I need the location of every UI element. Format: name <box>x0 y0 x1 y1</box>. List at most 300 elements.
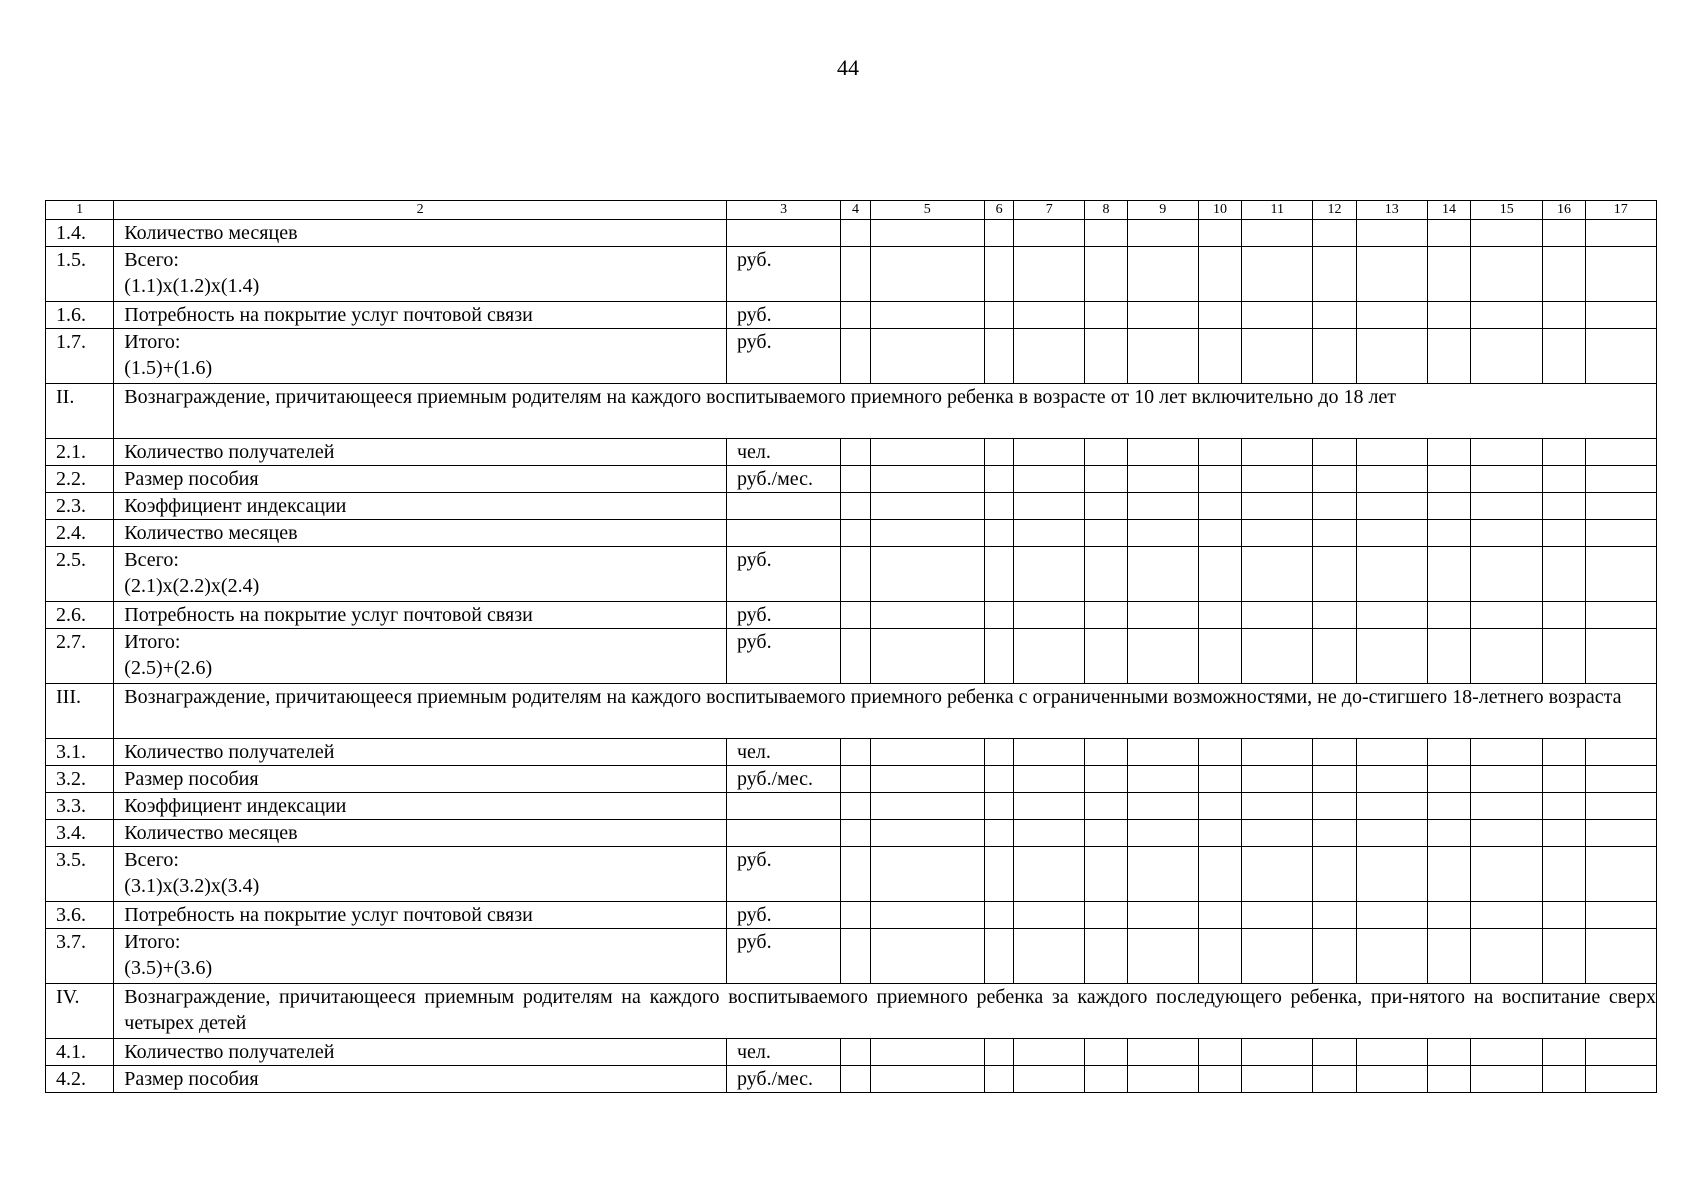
value-cell <box>1014 793 1085 820</box>
table-row <box>46 793 1657 820</box>
value-cell <box>1198 520 1241 547</box>
value-cell <box>870 220 984 247</box>
value-cell <box>841 1039 870 1066</box>
value-cell <box>841 629 870 684</box>
value-cell <box>1543 493 1585 520</box>
value-cell <box>870 439 984 466</box>
value-cell <box>1543 602 1585 629</box>
value-cell <box>1198 793 1241 820</box>
value-cell <box>1471 1039 1543 1066</box>
row-label <box>114 793 727 820</box>
value-cell <box>1242 793 1313 820</box>
row-label-line: Итого: <box>124 631 181 653</box>
value-cell <box>1313 220 1356 247</box>
value-cell <box>1242 520 1313 547</box>
value-cell <box>870 602 984 629</box>
table-row <box>46 439 1657 466</box>
section-title: Вознаграждение, причитающееся приемным родителям на каждого воспитываемого приемного ребенка с ограниченными возможностями, не до-стигшего 18-летнего возраста <box>114 684 1657 739</box>
value-cell <box>1543 520 1585 547</box>
value-cell <box>870 1039 984 1066</box>
value-cell <box>1014 329 1085 384</box>
column-number: 11 <box>1242 201 1313 220</box>
value-cell <box>1543 220 1585 247</box>
value-cell <box>1313 847 1356 902</box>
value-cell <box>1242 220 1313 247</box>
value-cell <box>1427 547 1470 602</box>
value-cell <box>1356 1066 1427 1093</box>
value-cell <box>1127 847 1198 902</box>
row-number: 2.6. <box>46 602 114 629</box>
value-cell <box>1313 439 1356 466</box>
value-cell <box>1471 1066 1543 1093</box>
value-cell <box>1313 902 1356 929</box>
value-cell <box>1313 1039 1356 1066</box>
row-unit: руб. <box>726 847 840 902</box>
row-label-line: (2.1)х(2.2)х(2.4) <box>124 575 260 597</box>
value-cell <box>1127 602 1198 629</box>
value-cell <box>1543 793 1585 820</box>
row-label-line: Количество месяцев <box>124 522 298 544</box>
row-number: 1.6. <box>46 302 114 329</box>
section-row <box>46 984 1657 1039</box>
row-label-line: Итого: <box>124 331 181 353</box>
value-cell <box>1242 1066 1313 1093</box>
table-row <box>46 902 1657 929</box>
value-cell <box>1127 902 1198 929</box>
value-cell <box>1585 766 1656 793</box>
value-cell <box>1198 929 1241 984</box>
value-cell <box>1085 439 1127 466</box>
value-cell <box>1198 902 1241 929</box>
value-cell <box>1427 929 1470 984</box>
value-cell <box>1471 847 1543 902</box>
value-cell <box>1085 1039 1127 1066</box>
value-cell <box>1313 329 1356 384</box>
row-label-line: Количество получателей <box>124 441 335 463</box>
value-cell <box>1356 1039 1427 1066</box>
value-cell <box>1242 929 1313 984</box>
value-cell <box>1356 220 1427 247</box>
value-cell <box>1198 302 1241 329</box>
value-cell <box>1471 520 1543 547</box>
value-cell <box>985 929 1014 984</box>
row-label-line: Всего: <box>124 249 179 271</box>
table-row <box>46 247 1657 302</box>
value-cell <box>1085 929 1127 984</box>
value-cell <box>1427 439 1470 466</box>
value-cell <box>985 793 1014 820</box>
value-cell <box>1585 929 1656 984</box>
table-row <box>46 329 1657 384</box>
value-cell <box>1543 302 1585 329</box>
value-cell <box>985 820 1014 847</box>
value-cell <box>1014 1039 1085 1066</box>
row-label <box>114 547 727 602</box>
value-cell <box>1356 793 1427 820</box>
row-label <box>114 1039 727 1066</box>
row-unit: руб. <box>726 902 840 929</box>
value-cell <box>870 547 984 602</box>
row-unit: руб./мес. <box>726 1066 840 1093</box>
value-cell <box>1127 929 1198 984</box>
value-cell <box>1014 766 1085 793</box>
value-cell <box>1543 847 1585 902</box>
value-cell <box>1427 247 1470 302</box>
row-label-line: Размер пособия <box>124 468 259 490</box>
table-row <box>46 466 1657 493</box>
row-number: 4.1. <box>46 1039 114 1066</box>
row-label <box>114 520 727 547</box>
value-cell <box>841 466 870 493</box>
row-label <box>114 329 727 384</box>
column-number: 3 <box>726 201 840 220</box>
row-label <box>114 929 727 984</box>
value-cell <box>1585 602 1656 629</box>
value-cell <box>985 466 1014 493</box>
value-cell <box>1085 739 1127 766</box>
row-label <box>114 439 727 466</box>
row-number: 2.5. <box>46 547 114 602</box>
value-cell <box>870 302 984 329</box>
value-cell <box>870 793 984 820</box>
value-cell <box>1543 739 1585 766</box>
row-label <box>114 629 727 684</box>
value-cell <box>841 220 870 247</box>
value-cell <box>1014 520 1085 547</box>
value-cell <box>1356 520 1427 547</box>
row-label-line: Всего: <box>124 849 179 871</box>
value-cell <box>1427 739 1470 766</box>
value-cell <box>1313 629 1356 684</box>
value-cell <box>1198 766 1241 793</box>
value-cell <box>1085 902 1127 929</box>
row-label-line: Потребность на покрытие услуг почтовой связи <box>124 304 533 326</box>
value-cell <box>1014 1066 1085 1093</box>
row-label-line: Коэффициент индексации <box>124 795 347 817</box>
column-number: 12 <box>1313 201 1356 220</box>
row-label-line: Количество месяцев <box>124 822 298 844</box>
value-cell <box>1585 466 1656 493</box>
row-label <box>114 820 727 847</box>
column-number: 14 <box>1427 201 1470 220</box>
value-cell <box>870 493 984 520</box>
row-number: 2.7. <box>46 629 114 684</box>
row-label <box>114 766 727 793</box>
value-cell <box>1427 302 1470 329</box>
value-cell <box>1356 739 1427 766</box>
row-unit: руб./мес. <box>726 466 840 493</box>
value-cell <box>1127 220 1198 247</box>
value-cell <box>1085 602 1127 629</box>
row-unit: чел. <box>726 739 840 766</box>
value-cell <box>1585 739 1656 766</box>
value-cell <box>1543 766 1585 793</box>
value-cell <box>1313 766 1356 793</box>
value-cell <box>1242 329 1313 384</box>
value-cell <box>1471 629 1543 684</box>
table-row <box>46 547 1657 602</box>
value-cell <box>1585 547 1656 602</box>
row-number: IV. <box>46 984 114 1039</box>
value-cell <box>1242 439 1313 466</box>
column-number: 7 <box>1014 201 1085 220</box>
value-cell <box>1356 766 1427 793</box>
value-cell <box>1085 847 1127 902</box>
value-cell <box>1014 466 1085 493</box>
table-row <box>46 520 1657 547</box>
value-cell <box>1242 302 1313 329</box>
value-cell <box>1198 820 1241 847</box>
value-cell <box>985 439 1014 466</box>
row-label-line: Всего: <box>124 549 179 571</box>
row-label <box>114 493 727 520</box>
section-title: Вознаграждение, причитающееся приемным родителям на каждого воспитываемого приемного ребенка в возрасте от 10 лет включительно до 18 лет <box>114 384 1657 439</box>
value-cell <box>1198 1039 1241 1066</box>
column-number: 2 <box>114 201 727 220</box>
value-cell <box>1242 739 1313 766</box>
value-cell <box>1313 302 1356 329</box>
table-row <box>46 1039 1657 1066</box>
value-cell <box>1427 1039 1470 1066</box>
value-cell <box>1127 329 1198 384</box>
value-cell <box>1014 220 1085 247</box>
value-cell <box>1127 766 1198 793</box>
value-cell <box>1014 629 1085 684</box>
value-cell <box>1356 466 1427 493</box>
page-number: 44 <box>837 55 859 80</box>
column-number: 13 <box>1356 201 1427 220</box>
row-unit: чел. <box>726 1039 840 1066</box>
value-cell <box>1014 547 1085 602</box>
section-row <box>46 384 1657 439</box>
value-cell <box>1242 247 1313 302</box>
value-cell <box>1127 1039 1198 1066</box>
value-cell <box>1127 629 1198 684</box>
value-cell <box>1313 493 1356 520</box>
value-cell <box>870 820 984 847</box>
table-row <box>46 493 1657 520</box>
row-label <box>114 602 727 629</box>
value-cell <box>1085 466 1127 493</box>
row-label-line: Итого: <box>124 931 181 953</box>
value-cell <box>1427 902 1470 929</box>
value-cell <box>985 329 1014 384</box>
column-number-row <box>46 201 1657 220</box>
value-cell <box>1585 629 1656 684</box>
row-label-line: Количество получателей <box>124 741 335 763</box>
value-cell <box>1085 329 1127 384</box>
value-cell <box>1543 1066 1585 1093</box>
row-label-line: (3.5)+(3.6) <box>124 957 213 979</box>
value-cell <box>1313 793 1356 820</box>
row-unit <box>726 820 840 847</box>
value-cell <box>1242 820 1313 847</box>
row-number: III. <box>46 684 114 739</box>
value-cell <box>1014 247 1085 302</box>
value-cell <box>1127 439 1198 466</box>
value-cell <box>1543 329 1585 384</box>
value-cell <box>1471 466 1543 493</box>
section-row <box>46 684 1657 739</box>
row-unit <box>726 493 840 520</box>
value-cell <box>1585 520 1656 547</box>
row-number: 4.2. <box>46 1066 114 1093</box>
row-number: 2.2. <box>46 466 114 493</box>
value-cell <box>870 1066 984 1093</box>
value-cell <box>1014 739 1085 766</box>
value-cell <box>1356 302 1427 329</box>
value-cell <box>870 629 984 684</box>
value-cell <box>1471 329 1543 384</box>
value-cell <box>1014 820 1085 847</box>
value-cell <box>1014 439 1085 466</box>
value-cell <box>841 520 870 547</box>
table-row <box>46 602 1657 629</box>
table-row <box>46 302 1657 329</box>
row-unit <box>726 793 840 820</box>
row-label-line: Размер пособия <box>124 768 259 790</box>
table-row <box>46 739 1657 766</box>
row-label-line: Размер пособия <box>124 1068 259 1090</box>
value-cell <box>1242 629 1313 684</box>
row-label <box>114 247 727 302</box>
column-number: 8 <box>1085 201 1127 220</box>
value-cell <box>1313 520 1356 547</box>
value-cell <box>1585 302 1656 329</box>
value-cell <box>1585 847 1656 902</box>
value-cell <box>841 1066 870 1093</box>
value-cell <box>841 493 870 520</box>
row-label <box>114 466 727 493</box>
value-cell <box>870 929 984 984</box>
value-cell <box>985 902 1014 929</box>
value-cell <box>1471 902 1543 929</box>
column-number: 10 <box>1198 201 1241 220</box>
value-cell <box>1356 493 1427 520</box>
value-cell <box>841 739 870 766</box>
value-cell <box>1127 466 1198 493</box>
value-cell <box>841 793 870 820</box>
value-cell <box>1014 847 1085 902</box>
value-cell <box>1543 466 1585 493</box>
value-cell <box>1471 547 1543 602</box>
value-cell <box>1198 466 1241 493</box>
value-cell <box>870 247 984 302</box>
value-cell <box>1356 902 1427 929</box>
value-cell <box>1585 793 1656 820</box>
value-cell <box>1198 629 1241 684</box>
value-cell <box>1356 847 1427 902</box>
value-cell <box>1585 439 1656 466</box>
row-unit: руб./мес. <box>726 766 840 793</box>
value-cell <box>1427 220 1470 247</box>
value-cell <box>870 739 984 766</box>
column-number: 17 <box>1585 201 1656 220</box>
value-cell <box>1198 739 1241 766</box>
value-cell <box>1242 902 1313 929</box>
value-cell <box>1198 247 1241 302</box>
value-cell <box>1313 547 1356 602</box>
row-number: 2.3. <box>46 493 114 520</box>
value-cell <box>870 466 984 493</box>
value-cell <box>1427 466 1470 493</box>
value-cell <box>1313 739 1356 766</box>
value-cell <box>1313 1066 1356 1093</box>
value-cell <box>1085 493 1127 520</box>
value-cell <box>1427 820 1470 847</box>
section-title: Вознаграждение, причитающееся приемным родителям на каждого воспитываемого приемного ребенка за каждого последующего ребенка, при-нятого на воспитание сверх четырех детей <box>114 984 1657 1039</box>
value-cell <box>1014 902 1085 929</box>
column-number: 15 <box>1471 201 1543 220</box>
table-row <box>46 929 1657 984</box>
row-number: II. <box>46 384 114 439</box>
value-cell <box>1471 929 1543 984</box>
table-row <box>46 1066 1657 1093</box>
value-cell <box>1356 820 1427 847</box>
value-cell <box>1471 439 1543 466</box>
value-cell <box>1242 766 1313 793</box>
value-cell <box>841 820 870 847</box>
value-cell <box>841 847 870 902</box>
value-cell <box>841 439 870 466</box>
value-cell <box>985 766 1014 793</box>
value-cell <box>1427 793 1470 820</box>
value-cell <box>1356 929 1427 984</box>
value-cell <box>1313 820 1356 847</box>
table-row <box>46 820 1657 847</box>
value-cell <box>1127 1066 1198 1093</box>
value-cell <box>1471 820 1543 847</box>
value-cell <box>1014 302 1085 329</box>
row-unit: руб. <box>726 547 840 602</box>
value-cell <box>1356 439 1427 466</box>
value-cell <box>1585 1066 1656 1093</box>
value-cell <box>1471 793 1543 820</box>
value-cell <box>1014 493 1085 520</box>
value-cell <box>870 902 984 929</box>
value-cell <box>1313 602 1356 629</box>
value-cell <box>841 929 870 984</box>
value-cell <box>1543 629 1585 684</box>
row-number: 3.3. <box>46 793 114 820</box>
value-cell <box>1127 739 1198 766</box>
value-cell <box>985 1039 1014 1066</box>
value-cell <box>1585 329 1656 384</box>
column-number: 5 <box>870 201 984 220</box>
value-cell <box>1356 547 1427 602</box>
value-cell <box>1127 302 1198 329</box>
row-label <box>114 1066 727 1093</box>
value-cell <box>1427 1066 1470 1093</box>
value-cell <box>1198 493 1241 520</box>
value-cell <box>1085 820 1127 847</box>
column-number: 16 <box>1543 201 1585 220</box>
value-cell <box>1127 547 1198 602</box>
value-cell <box>841 247 870 302</box>
value-cell <box>985 602 1014 629</box>
budget-table <box>45 200 1657 1093</box>
value-cell <box>1127 820 1198 847</box>
row-label-line: Потребность на покрытие услуг почтовой связи <box>124 904 533 926</box>
value-cell <box>1242 847 1313 902</box>
row-label-line: Коэффициент индексации <box>124 495 347 517</box>
row-number: 3.1. <box>46 739 114 766</box>
value-cell <box>1085 629 1127 684</box>
value-cell <box>1427 766 1470 793</box>
value-cell <box>1085 547 1127 602</box>
value-cell <box>1085 302 1127 329</box>
value-cell <box>985 547 1014 602</box>
